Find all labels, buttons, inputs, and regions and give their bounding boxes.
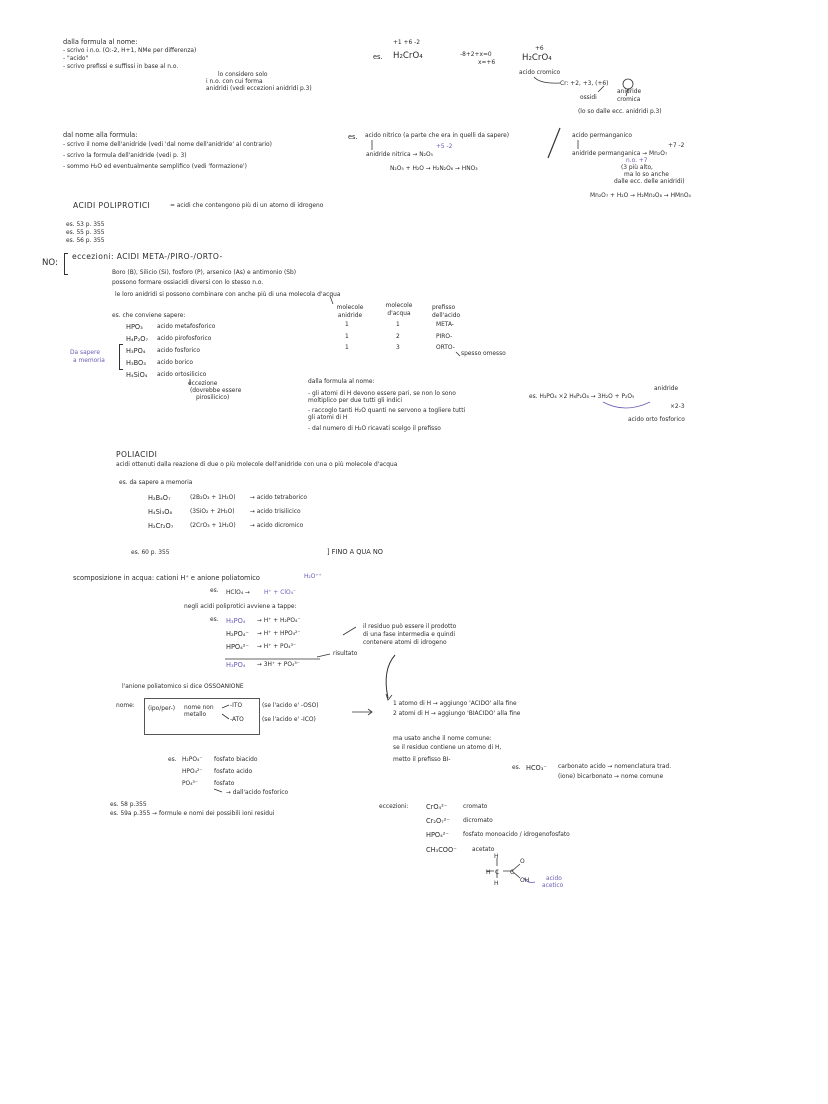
chromic-ox2: +6 [535,46,544,52]
dissociation-right: → H⁺ + HPO₄²⁻ [257,631,301,637]
poliacid-formula: H₂B₄O₇ [148,494,171,502]
exception-note: pirosilicico) [196,395,230,401]
table-cell: 1 [345,322,349,328]
poliprotici-exercise: es. 55 p. 355 [66,230,105,236]
acid-formula: H₄SiO₄ [126,371,148,379]
chromic-name: acido cromico [519,70,561,76]
table-cell: 1 [396,322,400,328]
orto-example-name: acido orto fosforico [628,417,685,423]
rule-line: - raccoglo tanti H₂O quanti ne servono a togliere tutti [308,408,466,414]
acid-formula: HPO₃ [126,323,143,331]
eccezione-formula: Cr₂O₇²⁻ [426,817,450,825]
residuo-note: di una fase intermedia e quindi [363,632,456,638]
residuo-note: il residuo può essere il prodotto [363,624,457,630]
table-header: prefisso dell'acido [432,305,461,319]
memoria-note: Da sapere [70,350,100,356]
poliprotici-title: ACIDI POLIPROTICI [73,201,151,210]
exception-note: eccezione [188,381,218,387]
meta-sapere: es. che conviene sapere: [112,313,186,319]
curve-arrow [603,402,650,408]
table-header: molecole anidride [336,305,364,319]
scomposizione-es: es. [210,617,219,623]
fosfato-name: fosfato [214,781,235,787]
atom-C: C [495,869,500,876]
naming-box-root: nome non metallo [184,705,214,718]
atom-O: O [520,858,525,865]
orto-example-anidride: anidride [654,386,679,392]
eccezione-formula: CrO₄²⁻ [426,803,448,811]
poliacid-reaction: (3SiO₂ + 2H₂O) [190,509,235,515]
naming-box-ito: -ITO [230,703,243,709]
fosfato-formula: HPO₄²⁻ [182,769,203,775]
eccezione-name: fosfato monoacido / idrogenofosfato [463,832,570,838]
table-cell: ORTO- [436,345,455,351]
arrow-line [456,352,460,356]
rules-title: dalla formula al nome: [308,379,375,385]
rule-line: - dal numero di H₂O ricavati scelgo il prefisso [308,426,441,432]
permanganic-note: ma lo so anche [624,172,669,178]
circle-mark [623,79,633,89]
memoria-bracket [119,344,123,370]
arrow-line [214,789,222,792]
poliacidi-sub: es. da sapere a memoria [119,480,193,486]
dissociation-left: HPO₄²⁻ [226,643,249,651]
permanganic-title: acido permanganico [572,133,633,139]
acid-name: acido ortosilicico [157,372,207,378]
acetic-label: acetico [542,883,564,889]
nitric-reaction: N₂O₅ + H₂O → H₂N₂O₆ → HNO₃ [390,166,478,172]
acid-formula: H₃BO₃ [126,359,146,367]
name-to-formula-step: - scrivo il nome dell'anidride (vedi 'dal nome dell'anidride' al contrario) [63,142,272,148]
poliacidi-definition: acidi ottenuti dalla reazione di due o più molecole dell'anidride con una o più molecole d'acqua [116,462,398,468]
name-to-formula-title: dal nome alla formula: [63,131,138,139]
eccezione-name: acetato [472,847,495,853]
acid-formula: H₃PO₄ [126,347,146,355]
chromic-states: Cr: +2, +3, (+6) [560,81,609,87]
permanganic-note: (3 più alto, [621,165,653,171]
poliprotici-definition: = acidi che contengono più di un atomo di idrogeno [170,203,324,209]
fosfato-note: → dall'acido fosforico [226,790,289,796]
chromic-formula: H₂CrO₄ [393,51,423,61]
acid-formula: H₄P₂O₇ [126,335,149,343]
poliacid-reaction: (2CrO₃ + 1H₂O) [190,523,236,529]
dissociation-left: H₂PO₄⁻ [226,630,249,638]
arrow-line [343,627,356,635]
poliacid-name: → acido trisilicico [250,509,301,515]
h-rule: 1 atomo di H → aggiungo 'ACIDO' alla fine [393,701,517,707]
scomposizione-es: es. [210,588,219,594]
fosfato-formula: H₂PO₄⁻ [182,757,203,763]
comune-note: metto il prefisso BI- [393,757,451,763]
acid-name: acido fosforico [157,348,201,354]
dissociation-left: H₃PO₄ [226,617,246,625]
poliprotici-exercise: es. 53 p. 355 [66,222,105,228]
acid-name: acido metafosforico [157,324,216,330]
formula-to-name-title: dalla formula al nome: [63,38,138,46]
fosfato-name: fosfato biacido [214,757,258,763]
arrow-head [386,694,392,700]
name-to-formula-step: - scrivo la formula dell'anidride (vedi p. 3) [63,153,187,159]
divider-slash [548,128,560,158]
nitric-es: es. [348,133,358,141]
nitric-title: acido nitrico (a parte che era in quelli da sapere) [365,133,510,139]
atom-H: H [494,853,499,860]
dissociation-right: → H⁺ + H₂PO₄⁻ [257,618,301,624]
permanganic-reaction: Mn₂O₇ + H₂O → H₂Mn₂O₈ → HMnO₄ [590,193,691,199]
eccezioni-label: eccezioni: [379,804,409,810]
chromic-anidride: anidride cromica [617,89,642,103]
arrow-line [317,654,330,657]
atom-H: H [486,869,491,876]
scomposizione-exercise: es. 59a p.355 → formule e nomi dei possibili ioni residui [110,811,275,817]
eccezione-formula: CH₃COO⁻ [426,846,457,854]
acid-name: acido pirofosforico [157,336,212,342]
chromic-ossidi: ossidi [580,95,597,101]
formula-to-name-step: - scrivo prefissi e suffissi in base al n.o. [63,64,179,70]
nome-label: nome: [116,703,135,709]
chromic-equation: -8+2+x=0 [460,52,492,58]
formula-to-name-note: i n.o. con cui forma [206,79,263,85]
chromic-equation-result: x=+6 [478,60,496,66]
naming-box-ato: -ATO [230,717,244,723]
ossoanione-note: l'anione poliatomico si dice OSSOANIONE [122,684,244,690]
h-rule: 2 atomi di H → aggiungo 'BIACIDO' alla fine [393,711,521,717]
atom-C: C [510,869,515,876]
hco3-formula: HCO₃⁻ [526,764,547,772]
chromic-ox-top: +1 +6 -2 [393,40,420,46]
eccezione-formula: HPO₄²⁻ [426,831,449,839]
scomposizione-note: negli acidi poliprotici avviene a tappe: [184,604,297,610]
arrow-right [352,709,372,715]
table-cell: 3 [396,345,400,351]
name-to-formula-step: - sommo H₂O ed eventualmente semplifico (vedi 'formazione') [63,164,247,170]
comune-note: ma usato anche il nome comune: [393,736,492,742]
atom-OH: OH [520,877,530,884]
rule-line: - gli atomi di H devono essere pari, se non lo sono [308,391,456,397]
permanganic-note: n.o. +7 [626,158,648,164]
table-cell: 1 [345,345,349,351]
scomposizione-ex1-result: H⁺ + ClO₄⁻ [264,590,297,596]
curve-arrow [386,655,395,698]
table-cell: 2 [396,334,400,340]
naming-oso: (se l'acido e' -OSO) [262,703,319,709]
nitric-line1: anidride nitrica → N₂O₅ [366,152,434,158]
eccezione-name: dicromato [463,818,493,824]
dissociation-left: H₃PO₄ [226,661,246,669]
meta-line: Boro (B), Silicio (Si), fosforo (P), arsenico (As) e antimonio (Sb) [112,270,297,276]
poliacidi-exercise: es. 60 p. 355 [131,550,170,556]
poliacid-formula: H₂Cr₂O₇ [148,522,174,530]
poliacid-name: → acido dicromico [250,523,304,529]
formula-to-name-step: - "acido" [63,56,89,62]
hco3-es: es. [512,765,521,771]
fosfato-es: es. [168,757,177,763]
permanganic-note: dalle ecc. delle anidridi) [614,179,685,185]
memoria-note: a memoria [73,358,105,364]
poliacid-reaction: (2B₂O₃ + 1H₂O) [190,495,236,501]
chromic-ref: (lo so dalle ecc. anidridi p.3) [578,109,662,115]
dissociation-right: → 3H⁺ + PO₄³⁻ [257,662,300,668]
orto-example-x: ×2-3 [670,404,685,410]
table-header: molecole d'acqua [385,303,413,317]
formula-to-name-note: anidridi (vedi eccezioni anidridi p.3) [206,86,312,92]
comune-note: se il residuo contiene un atomo di H, [393,745,502,751]
scomposizione-title-extra: H₂O⁺⁺ [304,574,322,580]
curve-arrow [524,878,535,883]
meta-title: eccezioni: ACIDI META-/PIRO-/ORTO- [72,252,223,261]
chromic-es: es. [373,53,383,61]
meta-line: possono formare ossiacidi diversi con lo stesso n.o. [112,280,264,286]
no-bracket [64,253,68,275]
meta-line: le loro anidridi si possono combinare con anche più di una molecola d'acqua [115,292,341,298]
scomposizione-exercise: es. 58 p.355 [110,802,147,808]
dissociation-right: → H⁺ + PO₄³⁻ [257,644,297,650]
fosfato-name: fosfato acido [214,769,253,775]
orto-example: es. H₃PO₄ ×2 H₆P₂O₈ → 3H₂O + P₂O₅ [529,394,635,400]
hco3-trad: carbonato acido → nomenclatura trad. [558,764,672,770]
scomposizione-ex1: HClO₄ → [226,590,250,596]
permanganic-line1: anidride permanganica → Mn₂O₇ [572,151,668,157]
poliacid-formula: H₄Si₃O₈ [148,508,173,516]
acetic-bonds [486,858,520,878]
eccezione-name: cromato [463,804,488,810]
table-cell: PIRO- [436,334,453,340]
formula-to-name-note: lo considero solo [218,72,268,78]
fino-qua-no: ] FINO A QUA NO [327,548,383,556]
poliprotici-exercise: es. 56 p. 355 [66,238,105,244]
formula-to-name-step: - scrivo i n.o. (O:-2, H+1, NMe per differenza) [63,48,197,54]
chromic-formula2: H₂CrO₄ [522,53,552,63]
acid-name: acido borico [157,360,193,366]
table-cell: META- [436,322,454,328]
curve-arrow [534,77,560,83]
rule-line: moltiplico per due tutti gli indici [308,398,402,404]
nitric-ox: +5 -2 [436,144,453,150]
fosfato-formula: PO₄³⁻ [182,781,199,787]
acetic-label: acido [546,876,562,882]
naming-box-prefix: (ipo/per-) [148,706,176,712]
poliacidi-title: POLIACIDI [116,450,158,459]
permanganic-ox: +7 -2 [668,143,685,149]
risultato-note: risultato [333,651,358,657]
scomposizione-title: scomposizione in acqua: cationi H⁺ e anione poliatomico [73,574,260,582]
no-mark: NO: [42,258,58,268]
naming-ico: (se l'acido e' -ICO) [262,717,316,723]
rule-line: gli atomi di H [308,415,348,421]
exception-note: (dovrebbe essere [190,388,242,394]
atom-H: H [494,880,499,887]
table-cell: 1 [345,334,349,340]
hco3-comune: (ione) bicarbonato → nome comune [558,774,664,780]
omesso-note: spesso omesso [461,351,506,357]
residuo-note: contenere atomi di idrogeno [363,640,447,646]
poliacid-name: → acido tetraborico [250,495,308,501]
